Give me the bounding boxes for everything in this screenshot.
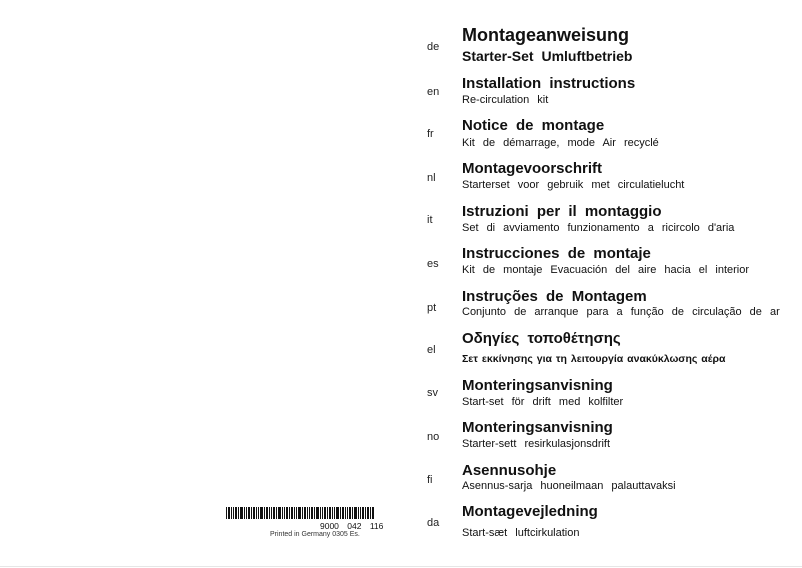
doc-title: Instruções de Montagem [462, 288, 647, 305]
barcode [226, 507, 374, 519]
barcode-number: 9000 042 116 [320, 521, 384, 531]
doc-title: Notice de montage [462, 117, 605, 134]
lang-code: da [427, 517, 440, 529]
doc-subtitle: Conjunto de arranque para a função de circulação de ar [462, 306, 780, 318]
doc-title: Montagevejledning [462, 503, 598, 520]
lang-code: en [427, 86, 440, 98]
doc-subtitle: Kit de démarrage, mode Air recyclé [462, 137, 659, 149]
doc-subtitle: Starter-sett resirkulasjonsdrift [462, 438, 611, 450]
lang-code: nl [427, 172, 436, 184]
lang-code: no [427, 431, 440, 443]
doc-subtitle: Starter-Set Umluftbetrieb [462, 48, 633, 64]
doc-title: Instrucciones de montaje [462, 245, 651, 262]
lang-code: fi [427, 474, 433, 486]
lang-code: fr [427, 128, 434, 140]
doc-subtitle: Start-set för drift med kolfilter [462, 396, 624, 408]
doc-title: Montageanweisung [462, 25, 630, 45]
doc-subtitle: Asennus-sarja huoneilmaan palauttavaksi [462, 480, 676, 492]
printed-in-note: Printed in Germany 0305 Es. [270, 531, 360, 538]
doc-subtitle: Start-sæt luftcirkulation [462, 527, 580, 539]
doc-title: Asennusohje [462, 462, 557, 479]
doc-subtitle: Kit de montaje Evacuación del aire hacia el interior [462, 264, 750, 276]
lang-code: es [427, 258, 439, 270]
page-bottom-divider [0, 566, 802, 567]
lang-code: de [427, 41, 440, 53]
doc-title: Installation instructions [462, 75, 636, 92]
doc-subtitle: Starterset voor gebruik met circulatielucht [462, 179, 685, 191]
doc-title: Monteringsanvisning [462, 377, 613, 394]
doc-subtitle: Σετ εκκίνησης για τη λειτουργία ανακύκλωσης αέρα [462, 353, 726, 365]
doc-title: Monteringsanvisning [462, 419, 613, 436]
lang-code: it [427, 214, 433, 226]
lang-code: sv [427, 387, 438, 399]
lang-code: el [427, 344, 436, 356]
doc-subtitle: Set di avviamento funzionamento a ricircolo d'aria [462, 222, 735, 234]
doc-title: Οδηγίες τοποθέτησης [462, 330, 621, 347]
doc-subtitle: Re-circulation kit [462, 94, 549, 106]
lang-code: pt [427, 302, 437, 314]
doc-title: Istruzioni per il montaggio [462, 203, 662, 220]
doc-title: Montagevoorschrift [462, 160, 603, 177]
